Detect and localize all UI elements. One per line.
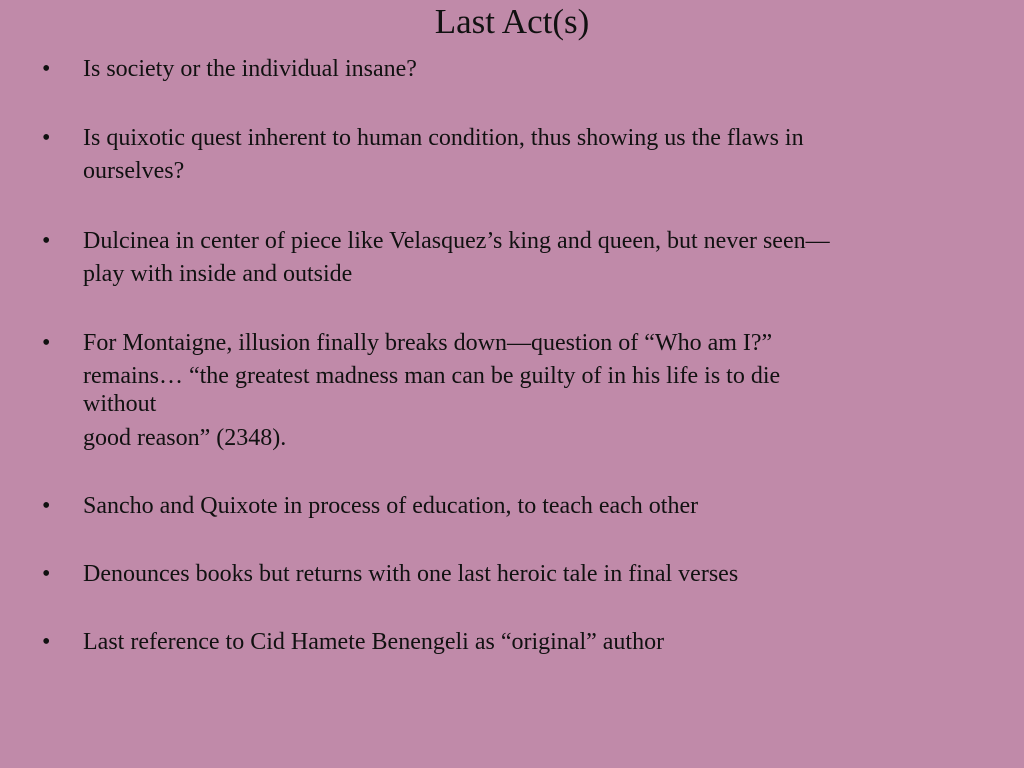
bullet-item-text: Is quixotic quest inherent to human condition, thus showing us the flaws in	[83, 125, 804, 151]
bullet-item-text: For Montaigne, illusion finally breaks down—question of “Who am I?”	[83, 330, 773, 356]
slide-title: Last Act(s)	[434, 2, 590, 41]
bullet-marker: •	[42, 561, 51, 587]
bullet-item-text: Last reference to Cid Hamete Benengeli as “original” author	[83, 629, 665, 655]
bullet-item-text: remains… “the greatest madness man can be guilty of in his life is to die	[83, 363, 781, 389]
bullet-item-text: play with inside and outside	[83, 261, 353, 287]
bullet-marker: •	[42, 56, 51, 82]
bullet-marker: •	[42, 125, 51, 151]
bullet-marker: •	[42, 330, 51, 356]
bullet-marker: •	[42, 629, 51, 655]
bullet-item-text: Sancho and Quixote in process of education, to teach each other	[83, 493, 699, 519]
bullet-item-text: ourselves?	[83, 158, 185, 184]
bullet-item-text: Is society or the individual insane?	[83, 56, 417, 82]
bullet-item-text: without	[83, 391, 157, 417]
bullet-item-text: Dulcinea in center of piece like Velasquez’s king and queen, but never seen—	[83, 228, 830, 254]
bullet-marker: •	[42, 228, 51, 254]
bullet-item-text: good reason” (2348).	[83, 425, 287, 451]
bullet-marker: •	[42, 493, 51, 519]
bullet-item-text: Denounces books but returns with one last heroic tale in final verses	[83, 561, 739, 587]
